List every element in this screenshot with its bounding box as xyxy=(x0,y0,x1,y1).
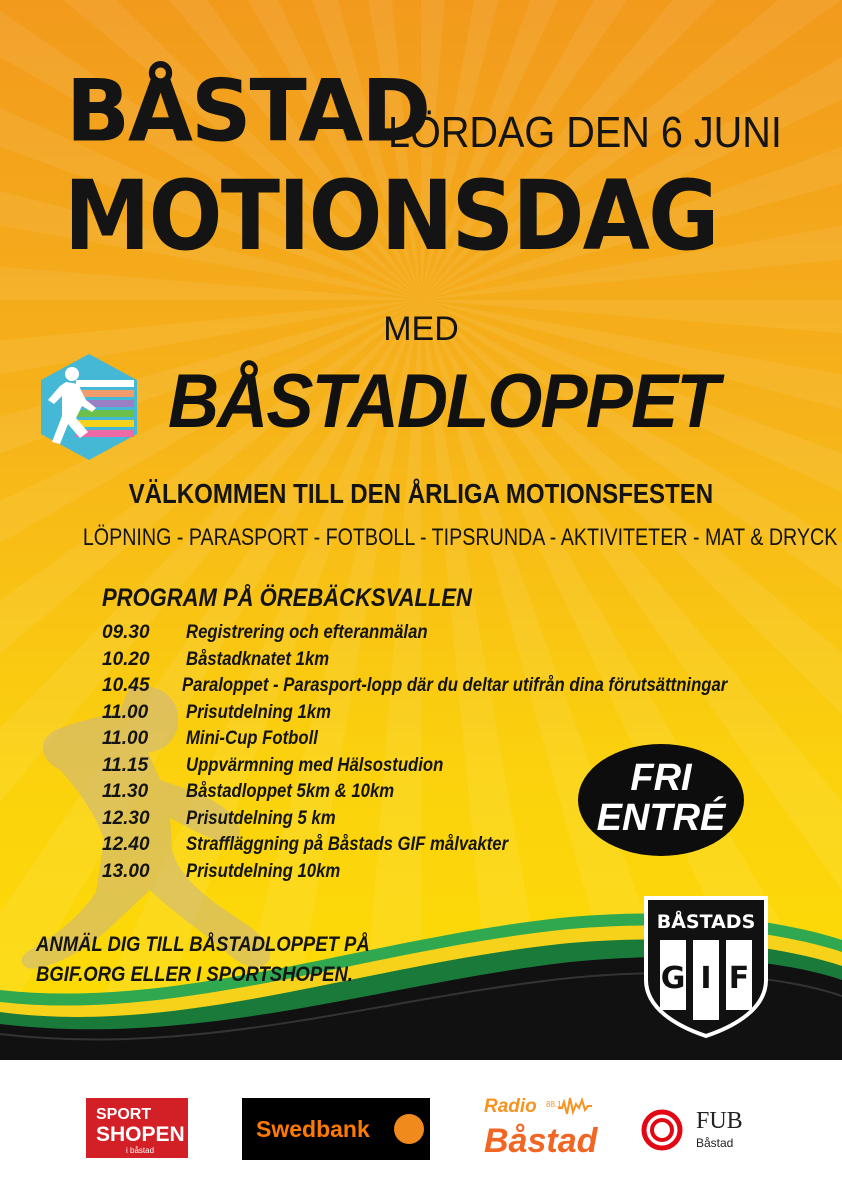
radio-wave-icon xyxy=(558,1094,592,1118)
radio-frequency: 88.1 xyxy=(546,1100,562,1109)
sponsor-footer xyxy=(0,1060,842,1191)
radio-line-1: Radio xyxy=(484,1096,537,1117)
fub-name: FUB xyxy=(696,1108,743,1134)
event-date: LÖRDAG DEN 6 JUNI xyxy=(388,108,782,157)
schedule-row xyxy=(102,649,802,676)
signup-line-2: BGIF.ORG ELLER I SPORTSHOPEN. xyxy=(36,963,353,986)
sportshopen-logo xyxy=(86,1098,188,1158)
crest-letter-i: I xyxy=(700,961,712,996)
radio-line-2: Båstad xyxy=(484,1122,598,1160)
swedbank-name: Swedbank xyxy=(256,1116,370,1142)
swedbank-logo xyxy=(242,1098,430,1160)
gif-crest-icon xyxy=(638,890,774,1040)
schedule-activity: Prisutdelning 5 km xyxy=(186,807,336,829)
badge-line-1: FRI xyxy=(630,757,692,799)
sportshopen-line-3: i båstad xyxy=(126,1146,155,1155)
program-title: PROGRAM PÅ ÖREBÄCKSVALLEN xyxy=(102,584,472,612)
signup-line-1: ANMÄL DIG TILL BÅSTADLOPPET PÅ xyxy=(36,933,370,956)
crest-letter-f: F xyxy=(728,961,750,996)
runner-hex-logo-icon xyxy=(34,352,144,462)
schedule-activity: Prisutdelning 1km xyxy=(186,701,331,723)
swedbank-oak-icon xyxy=(394,1114,424,1144)
schedule-row xyxy=(102,702,802,729)
schedule-row xyxy=(102,861,802,888)
schedule-activity: Paraloppet - Parasport-lopp där du deltar utifrån dina förutsättningar xyxy=(182,675,728,696)
schedule-time: 11.00 xyxy=(102,701,149,723)
schedule-time: 12.40 xyxy=(102,834,150,855)
fub-logo xyxy=(640,1104,770,1154)
schedule-activity: Prisutdelning 10km xyxy=(186,860,341,882)
signup-text xyxy=(36,930,370,990)
crest-letter-g: G xyxy=(660,961,686,996)
schedule-row xyxy=(102,675,802,702)
crest-top-text: BÅSTADS xyxy=(656,911,756,933)
schedule-time: 10.20 xyxy=(102,648,150,670)
fub-sub: Båstad xyxy=(696,1136,734,1150)
schedule-activity: Straffläggning på Båstads GIF målvakter xyxy=(186,834,509,855)
schedule-activity: Båstadloppet 5km & 10km xyxy=(186,781,395,802)
schedule-activity: Uppvärmning med Hälsostudion xyxy=(186,754,444,776)
schedule-time: 12.30 xyxy=(102,807,150,829)
schedule-time: 09.30 xyxy=(102,622,150,643)
schedule-activity: Registrering och efteranmälan xyxy=(186,622,428,643)
title-line-2: MOTIONSDAG xyxy=(64,160,718,272)
activities-text: LÖPNING - PARASPORT - FOTBOLL - TIPSRUNDA - AKTIVITETER - MAT & DRYCK xyxy=(82,524,838,551)
sportshopen-line-2: SHOPEN xyxy=(96,1123,185,1146)
title-line-1: BÅSTAD xyxy=(66,60,430,161)
schedule-activity: Båstadknatet 1km xyxy=(186,648,330,670)
with-label: MED xyxy=(383,310,459,348)
schedule-time: 11.00 xyxy=(102,728,149,749)
schedule-time: 13.00 xyxy=(102,860,150,882)
schedule-time: 10.45 xyxy=(102,675,150,696)
schedule-row xyxy=(102,622,802,649)
fub-ring-icon xyxy=(640,1108,684,1152)
welcome-heading xyxy=(0,478,842,510)
schedule-time: 11.30 xyxy=(102,781,149,802)
schedule-time: 11.15 xyxy=(102,754,149,776)
schedule-activity: Mini-Cup Fotboll xyxy=(186,728,318,749)
free-entry-badge xyxy=(578,744,744,856)
welcome-text: VÄLKOMMEN TILL DEN ÅRLIGA MOTIONSFESTEN xyxy=(128,478,714,509)
badge-line-2: ENTRÉ xyxy=(596,797,726,839)
activities-line xyxy=(0,524,842,552)
radio-bastad-logo xyxy=(484,1092,598,1172)
sportshopen-line-1: SPORT xyxy=(96,1106,152,1123)
event-brand-name: BÅSTADLOPPET xyxy=(168,359,718,444)
